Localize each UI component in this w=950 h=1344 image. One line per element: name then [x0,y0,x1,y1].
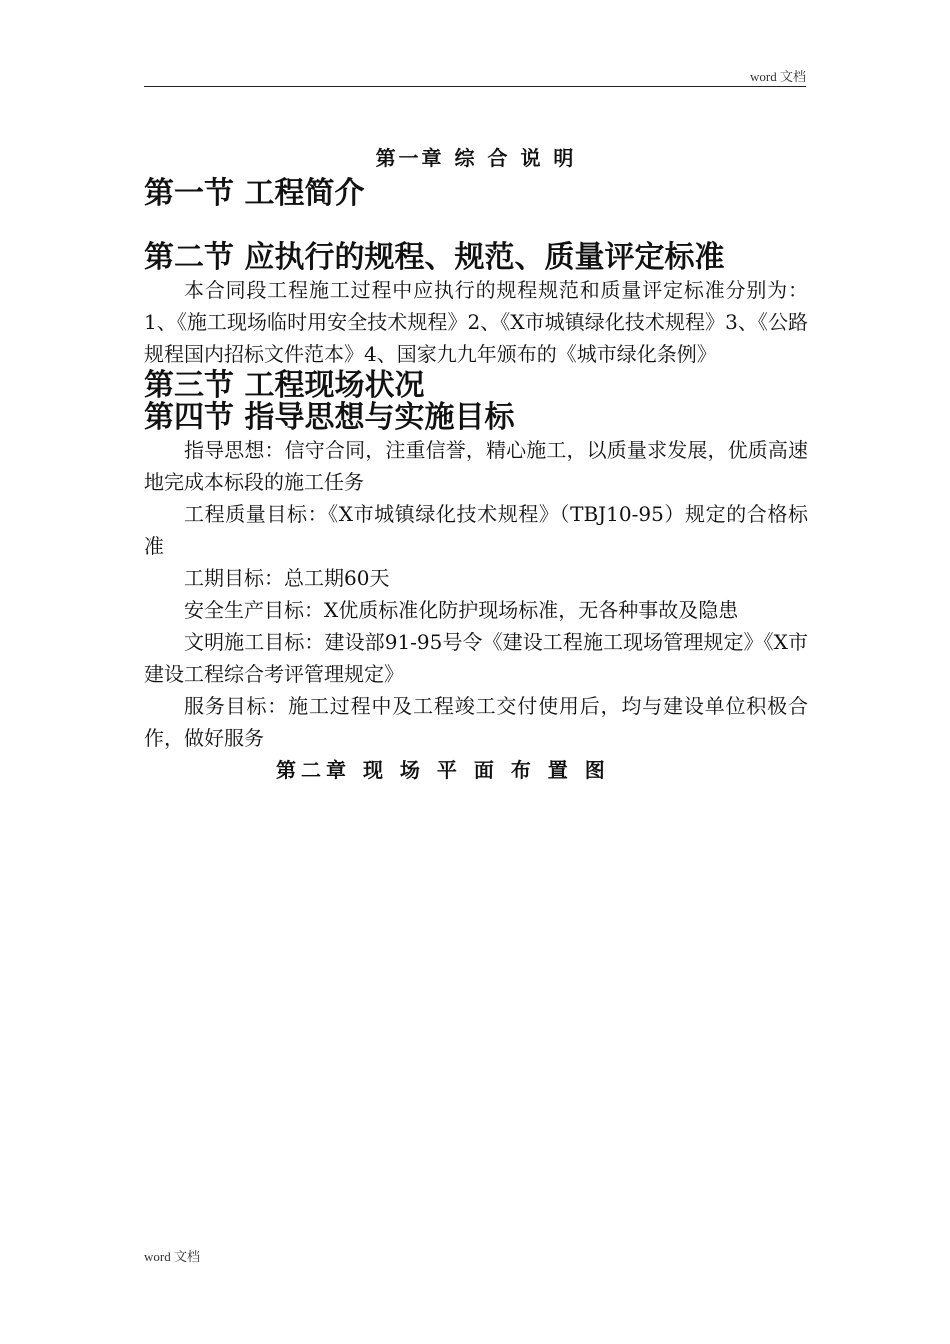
section-2-paragraph: 本合同段工程施工过程中应执行的规程规范和质量评定标准分别为：1、《施工现场临时用安全技术规程》2、《X市城镇绿化技术规程》3、《公路规程国内招标文件范本》4、国家九九年颁布的《城市绿化条例》 [144,278,808,366]
guiding-principle-paragraph: 指导思想：信守合同，注重信誉，精心施工，以质量求发展，优质高速地完成本标段的施工任务 [144,438,808,494]
civilized-construction-paragraph: 文明施工目标：建设部91-95号令《建设工程施工现场管理规定》《X市建设工程综合考评管理规定》 [144,630,808,686]
schedule-goal-paragraph: 工期目标：总工期60天 [184,566,390,590]
safety-goal-paragraph: 安全生产目标：X优质标准化防护现场标准，无各种事故及隐患 [184,598,739,622]
service-goal-paragraph: 服务目标：施工过程中及工程竣工交付使用后，均与建设单位积极合作，做好服务 [144,694,808,750]
section-2-title: 第二节 应执行的规程、规范、质量评定标准 [144,240,725,275]
section-3-title: 第三节 工程现场状况 [144,368,425,403]
chapter-1-title: 第一章 综 合 说 明 [375,146,577,170]
chapter-2-title: 第二章 现 场 平 面 布 置 图 [276,758,610,782]
page-footer: word 文档 [144,1249,200,1264]
page-header: word 文档 [750,69,806,84]
section-4-title: 第四节 指导思想与实施目标 [144,400,515,435]
document-body [144,142,808,786]
header-divider [144,86,806,87]
section-1-title: 第一节 工程简介 [144,176,365,211]
quality-goal-paragraph: 工程质量目标：《X市城镇绿化技术规程》（TBJ10-95）规定的合格标准 [144,502,808,558]
blank-line [144,210,808,242]
